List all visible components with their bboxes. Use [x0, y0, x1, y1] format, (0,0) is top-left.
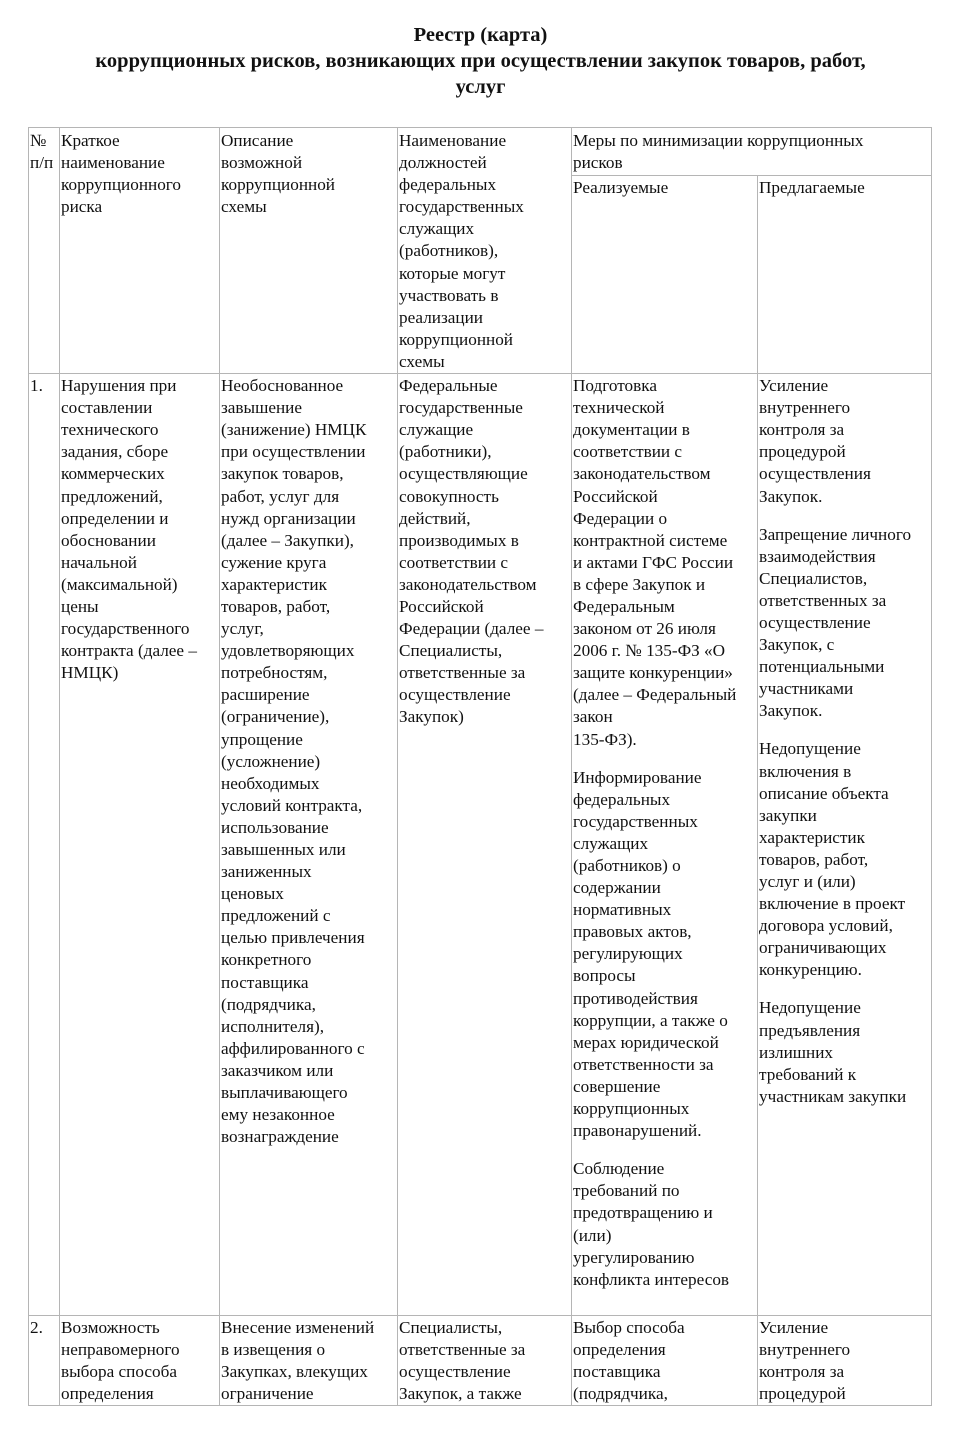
row-risk: Нарушения при составлении технического задания, сборе коммерческих предложений, определении и обосновании начальной (максимальной) цены государственного контракта (далее – НМЦК) [60, 374, 220, 1316]
row-implemented [572, 374, 758, 1316]
title-line-3: услуг [455, 76, 506, 98]
title-line-2: коррупционных рисков, возникающих при осуществлении закупок товаров, работ, [95, 50, 866, 72]
proposed-measure: Усиление внутреннего контроля за процедурой осуществления Закупок. [759, 376, 871, 506]
header-positions: Наименование должностей федеральных государственных служащих (работников), которые могут участвовать в реализации коррупционной схемы [398, 128, 572, 374]
header-implemented: Реализуемые [572, 175, 758, 374]
row-proposed: Усиление внутреннего контроля за процедурой [758, 1316, 932, 1406]
row-risk: Возможность неправомерного выбора способа определения [60, 1316, 220, 1406]
proposed-measure: Недопущение включения в описание объекта закупки характеристик товаров, работ, услуг и (или) включение в проект договора условий, ограничивающих конкуренцию. [759, 739, 906, 980]
row-scheme: Необоснованное завышение (занижение) НМЦК при осуществлении закупок товаров, работ, услуг для нужд организации (далее – Закупки), сужение круга характеристик товаров, работ, услуг, удовлетворяющих потребностям, расширение (ограничение), упрощение (усложнение) необходимых условий контракта, использование завышенных или заниженных ценовых предложений с целью привлечения конкретного поставщика (подрядчика, исполнителя), аффилированного с заказчиком или выплачивающего ему незаконное вознаграждение [220, 374, 398, 1316]
row-implemented: Выбор способа определения поставщика (подрядчика, [572, 1316, 758, 1406]
table-row [29, 374, 932, 1316]
header-measures: Меры по минимизации коррупционных рисков [572, 128, 932, 176]
table-header-row [29, 128, 932, 176]
row-num: 1. [29, 374, 60, 1316]
implemented-measure: Информирование федеральных государственных служащих (работников) о содержании нормативных правовых актов, регулирующих вопросы противодействия коррупции, а также о мерах юридической ответственности за совершение коррупционных правонарушений. [573, 767, 728, 1141]
implemented-measure: Соблюдение требований по предотвращению и (или) урегулированию конфликта интересов [573, 1159, 730, 1289]
proposed-measure: Запрещение личного взаимодействия Специалистов, ответственных за осуществление Закупок, с потенциальными участниками Закупок. [759, 524, 912, 721]
document-title [0, 22, 961, 100]
row-scheme: Внесение изменений в извещения о Закупках, влекущих ограничение [220, 1316, 398, 1406]
proposed-measure: Недопущение предъявления излишних требований к участникам закупки [759, 998, 907, 1106]
header-scheme: Описание возможной коррупционной схемы [220, 128, 398, 374]
implemented-measure: Подготовка технической документации в соответствии с законодательством Российской Федерации о контрактной системе и актами ГФС России в сфере Закупок и Федеральным законом от 26 июля 2006 г. № 135-ФЗ «О защите конкуренции» (далее – Федеральный закон 135-ФЗ). [573, 376, 737, 749]
row-proposed [758, 374, 932, 1316]
header-proposed: Предлагаемые [758, 175, 932, 374]
risk-registry-table [28, 127, 932, 1406]
header-risk: Краткое наименование коррупционного риска [60, 128, 220, 374]
title-line-1: Реестр (карта) [413, 24, 548, 46]
header-num: № п/п [29, 128, 60, 374]
row-num: 2. [29, 1316, 60, 1406]
row-positions: Федеральные государственные служащие (работники), осуществляющие совокупность действий, производимых в соответствии с законодательством Российской Федерации (далее – Специалисты, ответственные за осуществление Закупок) [398, 374, 572, 1316]
row-positions: Специалисты, ответственные за осуществление Закупок, а также [398, 1316, 572, 1406]
table-row [29, 1316, 932, 1406]
